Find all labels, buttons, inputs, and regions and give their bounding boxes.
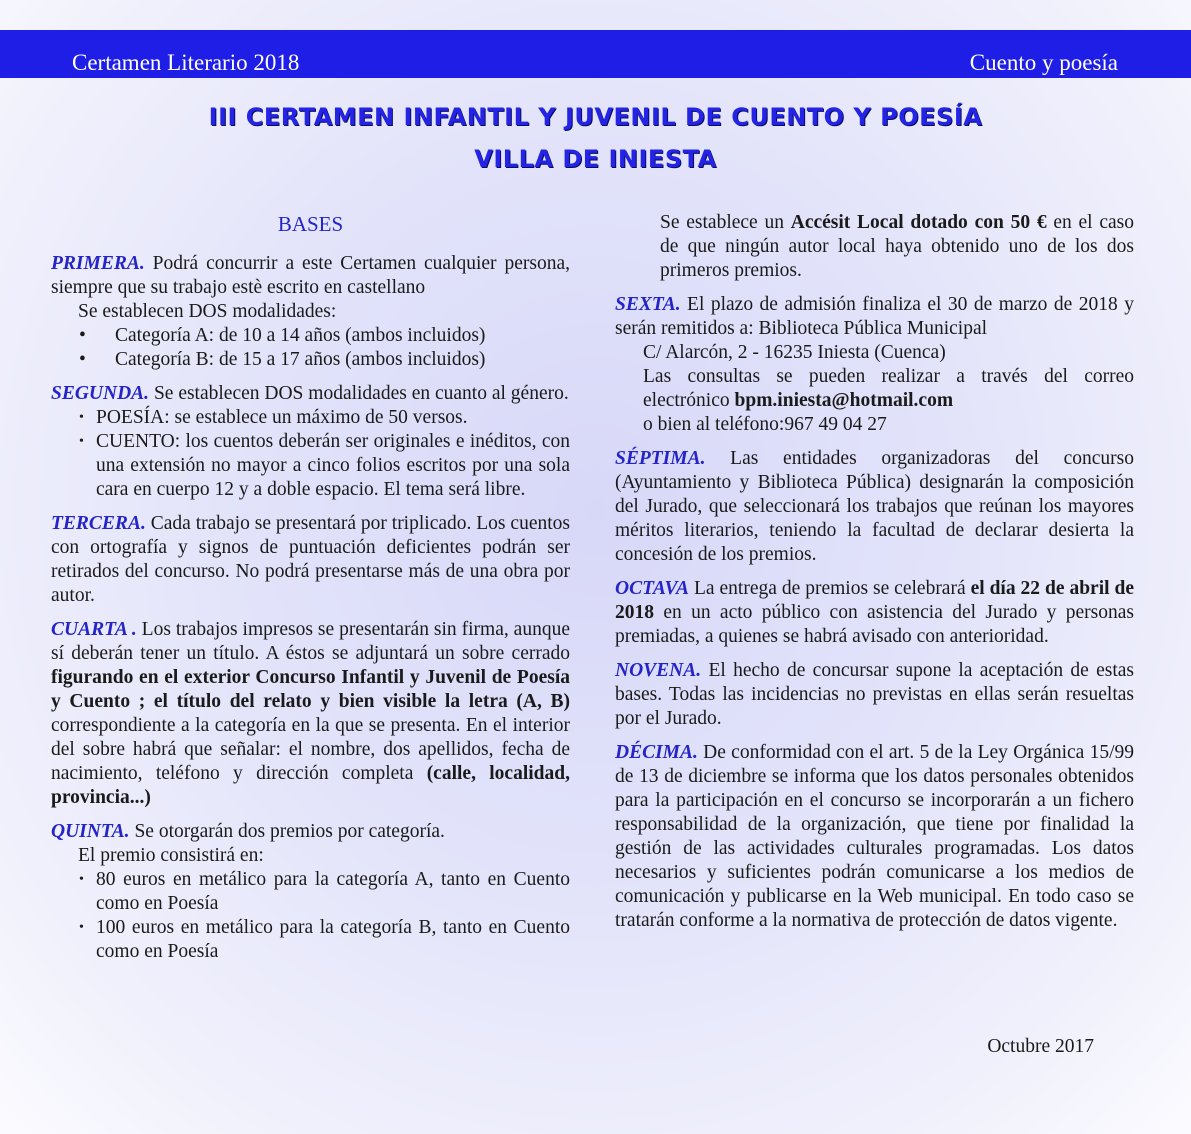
section-head: DÉCIMA.: [615, 742, 698, 763]
list-item: • CUENTO: los cuentos deberán ser originales e inéditos, con una extensión no mayor a cinco folios escritos por una sola cara en cuerpo 12 y a doble espacio. El tema será libre.: [51, 430, 570, 502]
section-text: El hecho de concursar supone la aceptación de estas bases. Todas las incidencias no previstas en ellas serán resueltas por el Jurado.: [615, 660, 1134, 729]
section-subtext: El premio consistirá en:: [78, 845, 264, 866]
main-subtitle: VILLA DE INIESTA: [474, 145, 717, 173]
section-head: PRIMERA.: [51, 253, 145, 274]
section-text: Los trabajos impresos se presentarán sin firma, aunque sí deberán tener un título. A éstos se adjuntará un sobre cerrado: [51, 619, 570, 664]
header-right-title: Cuento y poesía: [969, 50, 1118, 75]
section-octava: [615, 577, 1134, 649]
main-title: III CERTAMEN INFANTIL Y JUVENIL DE CUENTO Y POESÍA: [208, 103, 983, 131]
list-item: • Categoría B: de 15 a 17 años (ambos incluidos): [51, 348, 570, 372]
header-left-title: Certamen Literario 2018: [72, 50, 300, 75]
consult-text: [615, 365, 1134, 413]
section-head: CUARTA .: [51, 619, 137, 640]
list-item: • 80 euros en metálico para la categoría A, tanto en Cuento como en Poesía: [51, 868, 570, 916]
section-text: Cada trabajo se presentará por triplicado. Los cuentos con ortografía y signos de puntuación deficientes podrán ser retirados del concurso. No podrá presentarse más de una obra por autor.: [51, 513, 570, 606]
section-head: SEXTA.: [615, 294, 681, 315]
section-text: en el caso de que ningún autor local haya obtenido uno de los dos primeros premios.: [660, 212, 1134, 281]
section-text: Se establece un: [660, 212, 791, 233]
section-sexta: [615, 293, 1134, 437]
list-item: • Categoría A: de 10 a 14 años (ambos incluidos): [51, 324, 570, 348]
section-text: Se otorgarán dos premios por categoría.: [129, 821, 445, 842]
address: C/ Alarcón, 2 - 16235 Iniesta (Cuenca): [643, 342, 946, 363]
section-novena: [615, 659, 1134, 731]
section-primera: [51, 252, 570, 372]
section-cuarta: [51, 618, 570, 810]
section-bold-text: Accésit Local dotado con 50 €: [790, 212, 1047, 233]
section-text: La entrega de premios se celebrará: [689, 578, 971, 599]
section-head: TERCERA.: [51, 513, 146, 534]
left-column: [51, 210, 570, 974]
email-link[interactable]: bpm.iniesta@hotmail.com: [734, 390, 954, 411]
category-list: [51, 324, 570, 372]
section-text: El plazo de admisión finaliza el 30 de marzo de 2018 y serán remitidos a: Biblioteca Pública Municipal: [615, 294, 1134, 339]
header-bar: [0, 30, 1191, 78]
list-item: • 100 euros en metálico para la categoría B, tanto en Cuento como en Poesía: [51, 916, 570, 964]
section-quinta: [51, 820, 570, 964]
section-subtext: Se establecen DOS modalidades:: [78, 301, 337, 322]
modality-list: [51, 406, 570, 502]
section-head: NOVENA.: [615, 660, 702, 681]
right-column: [615, 211, 1134, 943]
section-text: Se establecen DOS modalidades en cuanto al género.: [149, 383, 569, 404]
bases-heading: BASES: [277, 212, 344, 236]
section-head: QUINTA.: [51, 821, 130, 842]
section-bold-text: el día 22 de abril de 2018: [615, 578, 1134, 623]
footer-date: Octubre 2017: [987, 1036, 1094, 1057]
section-text: Podrá concurrir a este Certamen cualquier persona, siempre que su trabajo estè escrito en castellano: [51, 253, 570, 298]
section-decima: [615, 741, 1134, 933]
section-septima: [615, 447, 1134, 567]
section-text: en un acto público con asistencia del Jurado y personas premiadas, a quienes se habrá avisado con anterioridad.: [615, 602, 1134, 647]
section-text: Las consultas se pueden realizar a través del correo electrónico: [643, 366, 1134, 411]
section-bold-text: (calle, localidad, provincia...): [51, 763, 570, 808]
section-text: correspondiente a la categoría en la que se presenta. En el interior del sobre habrá que señalar: el nombre, dos apellidos, fecha de nacimiento, teléfono y dirección completa: [51, 715, 570, 784]
list-item: • POESÍA: se establece un máximo de 50 versos.: [51, 406, 570, 430]
section-tercera: [51, 512, 570, 608]
phone-text: o bien al teléfono:967 49 04 27: [643, 414, 887, 435]
section-text: Las entidades organizadoras del concurso (Ayuntamiento y Biblioteca Pública) designarán la composición del Jurado, que seleccionará los trabajos que reúnan los mayores méritos literarios, teniendo la facultad de declarar desierta la concesión de los premios.: [615, 448, 1134, 565]
prize-list: [51, 868, 570, 964]
section-quinta-continued: [615, 211, 1134, 283]
section-head: SEGUNDA.: [51, 383, 150, 404]
section-head: OCTAVA: [615, 578, 690, 599]
section-head: SÉPTIMA.: [615, 448, 706, 469]
section-segunda: [51, 382, 570, 502]
section-bold-text: figurando en el exterior Concurso Infantil y Juvenil de Poesía y Cuento ; el título del relato y bien visible la letra (A, B): [51, 667, 570, 712]
section-text: De conformidad con el art. 5 de la Ley Orgánica 15/99 de 13 de diciembre se informa que los datos personales obtenidos para la participación en el concurso se incorporarán a un fichero responsabilidad de la organización, que tiene por finalidad la gestión de las actividades culturales programadas. Los datos necesarios y suficientes podrán comunicarse a los medios de comunicación y publicarse en la Web municipal. En todo caso se tratarán conforme a la normativa de protección de datos vigente.: [615, 742, 1134, 931]
